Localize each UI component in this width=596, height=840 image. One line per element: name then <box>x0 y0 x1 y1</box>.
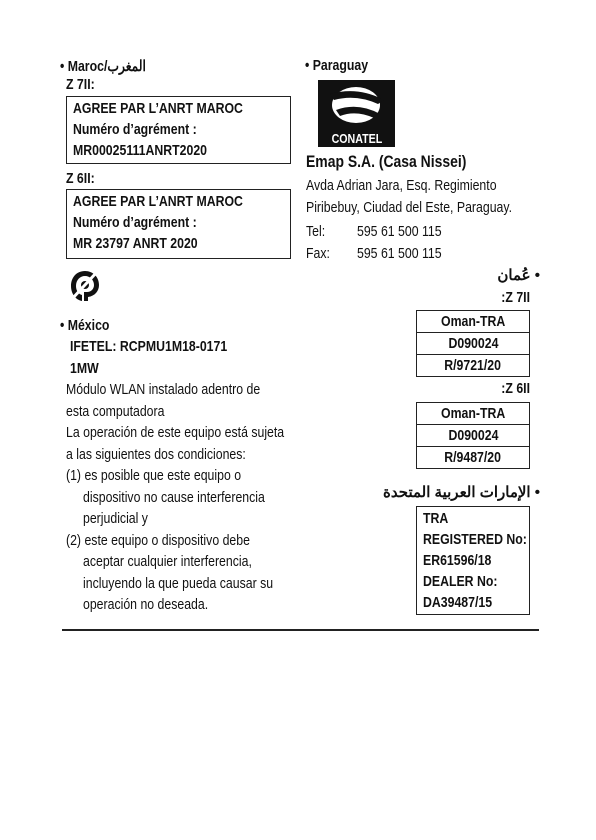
morocco-heading: • Maroc/المغرب <box>60 58 146 75</box>
uae-line-1: TRA <box>423 510 449 527</box>
morocco-z6-line-2: Numéro d’agrément : <box>73 214 197 231</box>
mexico-line: Módulo WLAN instalado adentro de <box>66 381 261 398</box>
morocco-z7-line-1: AGREE PAR L’ANRT MAROC <box>73 100 243 117</box>
uae-line-3: ER61596/18 <box>423 552 492 569</box>
oman-z6-cell-3: R/9487/20 <box>416 446 530 469</box>
paraguay-tel-value: 595 61 500 115 <box>357 223 442 240</box>
conatel-logo <box>318 80 395 147</box>
oman-z6-cell-2: D090024 <box>416 424 530 447</box>
uae-line-5: DA39487/15 <box>423 594 493 611</box>
uae-line-2: REGISTERED No: <box>423 531 527 548</box>
mexico-heading: • México <box>60 317 110 334</box>
mexico-line: esta computadora <box>66 402 165 420</box>
mexico-line: a las siguientes dos condiciones: <box>66 445 246 463</box>
oman-z6-label: :Z 6II <box>501 380 530 397</box>
mexico-line: (1) es posible que este equipo o <box>66 467 242 484</box>
mexico-line: La operación de este equipo está sujeta <box>66 424 285 441</box>
oman-z7-cell-3: R/9721/20 <box>416 354 530 377</box>
uae-box <box>416 506 530 615</box>
mexico-power: 1MW <box>70 360 99 377</box>
paraguay-tel-label: Tel: <box>306 223 326 240</box>
mexico-ifetel: IFETEL: RCPMU1M18-0171 <box>70 338 228 355</box>
oman-z7-cell-2: D090024 <box>416 332 530 355</box>
mexico-line: (2) este equipo o dispositivo debe <box>66 531 250 549</box>
uae-line-4: DEALER No: <box>423 573 498 590</box>
mexico-line: perjudicial y <box>83 510 148 527</box>
paraguay-address-line: Avda Adrian Jara, Esq. Regimiento <box>306 177 497 194</box>
mexico-line: incluyendo la que pueda causar su <box>83 574 274 592</box>
conatel-logo-text: CONATEL <box>318 130 395 147</box>
mexico-line: dispositivo no cause interferencia <box>83 488 265 506</box>
mexico-line: aceptar cualquier interferencia, <box>83 553 252 570</box>
morocco-z6-line-3: MR 23797 ANRT 2020 <box>73 235 198 252</box>
uae-heading: • الإمارات العربية المتحدة <box>383 484 540 501</box>
morocco-z6-line-1: AGREE PAR L’ANRT MAROC <box>73 193 243 210</box>
oman-z7-cell-1: Oman-TRA <box>416 310 530 333</box>
morocco-z7-label: Z 7II: <box>66 76 95 93</box>
paraguay-fax-label: Fax: <box>306 245 330 262</box>
oman-z7-label: :Z 7II <box>501 289 530 306</box>
paraguay-address-line: Piribebuy, Ciudad del Este, Paraguay. <box>306 198 513 216</box>
oman-z6-cell-1: Oman-TRA <box>416 402 530 425</box>
conatel-emblem-icon <box>318 80 395 130</box>
morocco-z7-line-2: Numéro d’agrément : <box>73 121 197 138</box>
morocco-z6-label: Z 6II: <box>66 170 95 187</box>
mexico-line: operación no deseada. <box>83 596 209 613</box>
page-divider <box>62 629 539 631</box>
morocco-z6-box <box>66 189 291 259</box>
oman-heading: • عُمان <box>497 267 540 284</box>
morocco-z7-box <box>66 96 291 164</box>
paraguay-heading: • Paraguay <box>305 57 369 74</box>
paraguay-fax-value: 595 61 500 115 <box>357 245 442 262</box>
paraguay-address <box>306 175 557 218</box>
morocco-conformity-mark-icon <box>68 268 102 304</box>
mexico-notice <box>66 379 332 616</box>
paraguay-company: Emap S.A. (Casa Nissei) <box>306 152 467 171</box>
morocco-z7-line-3: MR00025111ANRT2020 <box>73 142 208 159</box>
